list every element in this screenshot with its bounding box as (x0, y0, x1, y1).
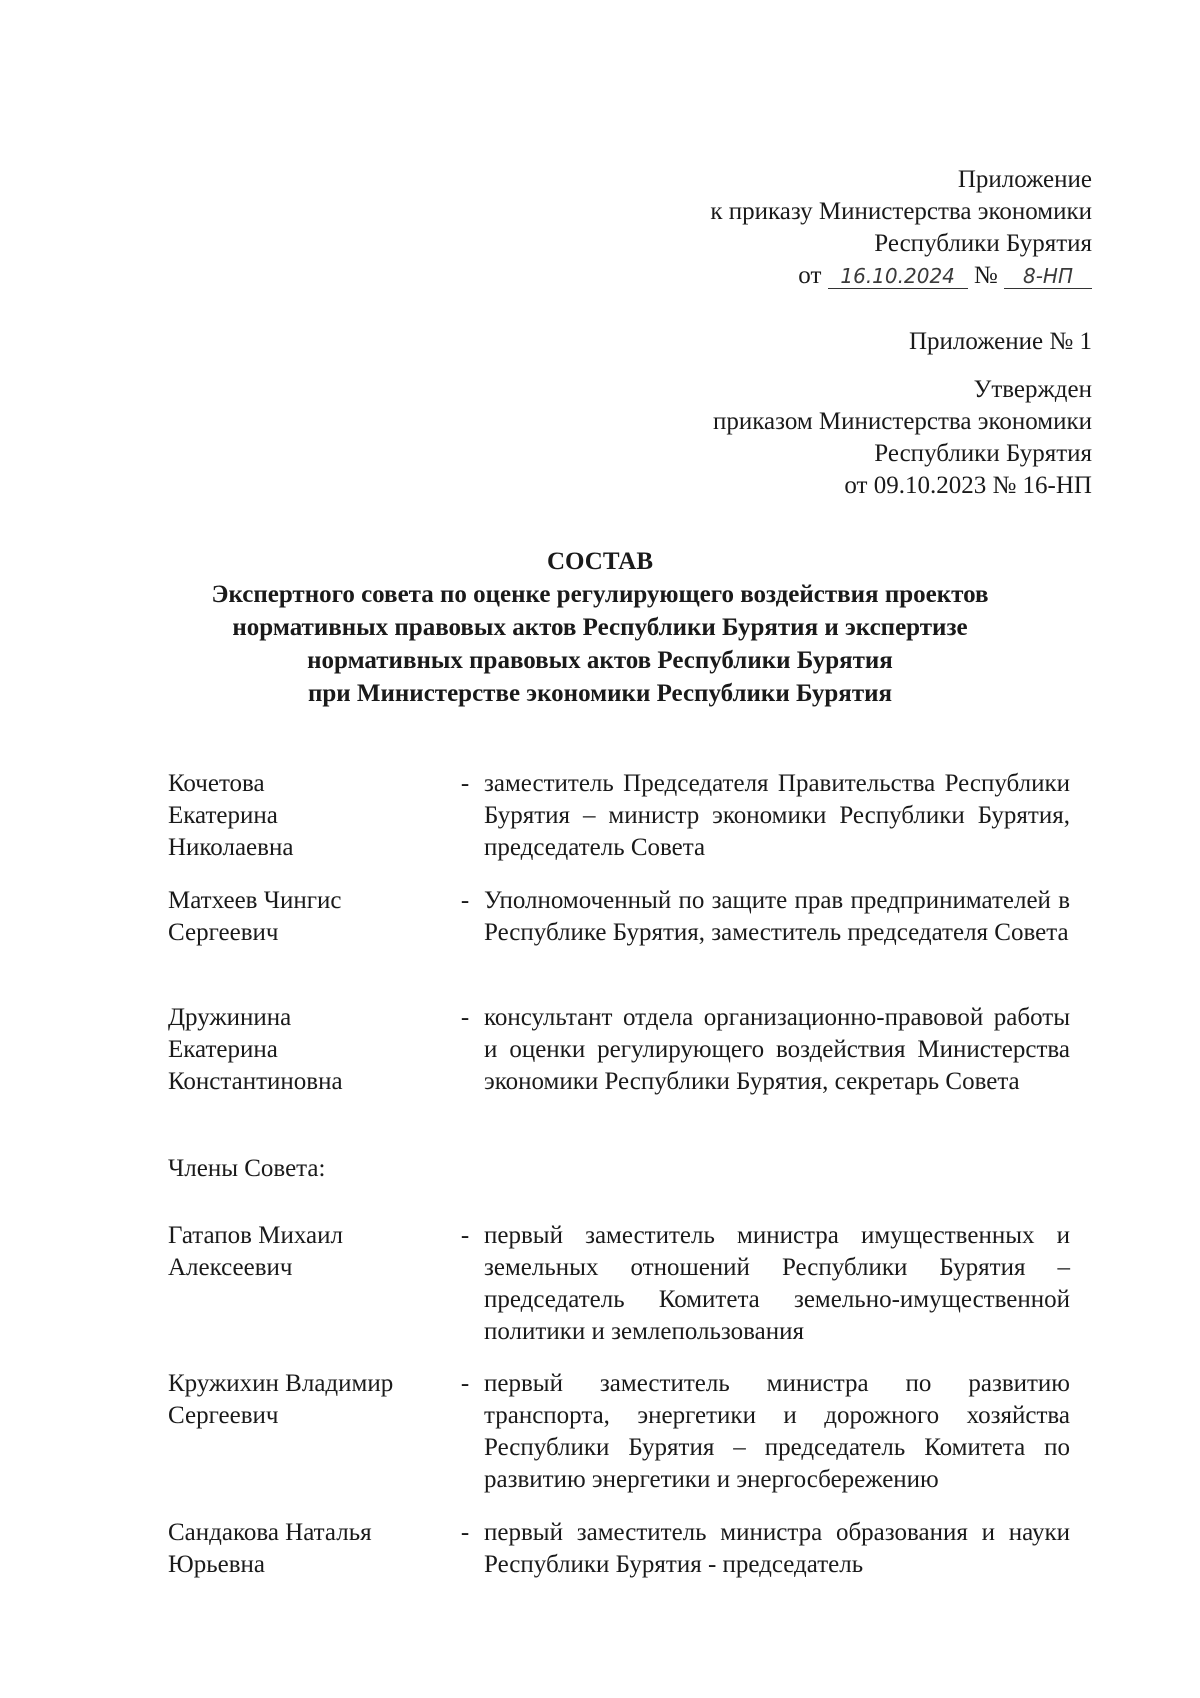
separator-dash: - (460, 1370, 470, 1397)
member-name (168, 1002, 438, 1098)
header-line: к приказу Министерства экономики (710, 198, 1092, 225)
name-line: Константиновна (168, 1068, 343, 1095)
appendix-label: Приложение № 1 (908, 328, 1092, 355)
member-position: первый заместитель министра по развитию транспорта, энергетики и дорожного хозяйства Республики Бурятия – председатель Комитета по развитию энергетики и энергосбережению (484, 1370, 1070, 1493)
member-name (168, 885, 438, 949)
name-line: Екатерина (168, 1036, 278, 1063)
approval-line: Утвержден (973, 376, 1092, 403)
name-line: Юрьевна (168, 1551, 265, 1578)
approval-line: от 09.10.2023 № 16-НП (844, 472, 1092, 499)
member-position: первый заместитель министра образования и науки Республики Бурятия - председатель (484, 1519, 1070, 1578)
approval-block (713, 374, 1092, 502)
name-line: Алексеевич (168, 1254, 293, 1281)
name-line: Кружихин Владимир (168, 1370, 394, 1397)
handwritten-date: 16.10.2024 (828, 264, 968, 289)
member-name (168, 1517, 438, 1581)
number-label: № (973, 262, 998, 289)
from-label: от (798, 262, 822, 289)
title-line: нормативных правовых актов Республики Бурятия (307, 647, 893, 674)
name-line: Матхеев Чингис (168, 887, 342, 914)
name-line: Николаевна (168, 834, 294, 861)
title-line: Экспертного совета по оценке регулирующего воздействия проектов (211, 581, 989, 608)
name-line: Сергеевич (168, 1402, 279, 1429)
member-name (168, 768, 438, 864)
member-position: Уполномоченный по защите прав предпринимателей в Республике Бурятия, заместитель председателя Совета (484, 887, 1070, 946)
member-position: первый заместитель министра имущественных и земельных отношений Республики Бурятия – председатель Комитета земельно-имущественной политики и землепользования (484, 1222, 1070, 1345)
separator-dash: - (460, 887, 470, 914)
header-line: Республики Бурятия (874, 230, 1092, 257)
name-line: Сергеевич (168, 919, 279, 946)
order-reference-block (710, 164, 1092, 292)
member-position: заместитель Председателя Правительства Республики Бурятия – министр экономики Республики Бурятия, председатель Совета (484, 770, 1070, 861)
handwritten-number: 8-НП (1004, 264, 1092, 289)
separator-dash: - (460, 1519, 470, 1546)
document-title (120, 545, 1080, 710)
member-name (168, 1368, 438, 1432)
name-line: Сандакова Наталья (168, 1519, 372, 1546)
separator-dash: - (460, 1222, 470, 1249)
separator-dash: - (460, 770, 470, 797)
header-line: Приложение (957, 166, 1092, 193)
separator-dash: - (460, 1004, 470, 1031)
member-position: консультант отдела организационно-правовой работы и оценки регулирующего воздействия Министерства экономики Республики Бурятия, секретарь Совета (484, 1004, 1070, 1095)
name-line: Дружинина (168, 1004, 292, 1031)
member-name (168, 1220, 438, 1284)
name-line: Кочетова (168, 770, 265, 797)
name-line: Гатапов Михаил (168, 1222, 343, 1249)
approval-line: Республики Бурятия (874, 440, 1092, 467)
name-line: Екатерина (168, 802, 278, 829)
members-label: Члены Совета: (168, 1155, 326, 1182)
order-date-line (710, 260, 1092, 292)
title-line: СОСТАВ (546, 548, 654, 575)
title-line: нормативных правовых актов Республики Бурятия и экспертизе (232, 614, 968, 641)
title-line: при Министерстве экономики Республики Бурятия (307, 680, 893, 707)
approval-line: приказом Министерства экономики (712, 408, 1092, 435)
